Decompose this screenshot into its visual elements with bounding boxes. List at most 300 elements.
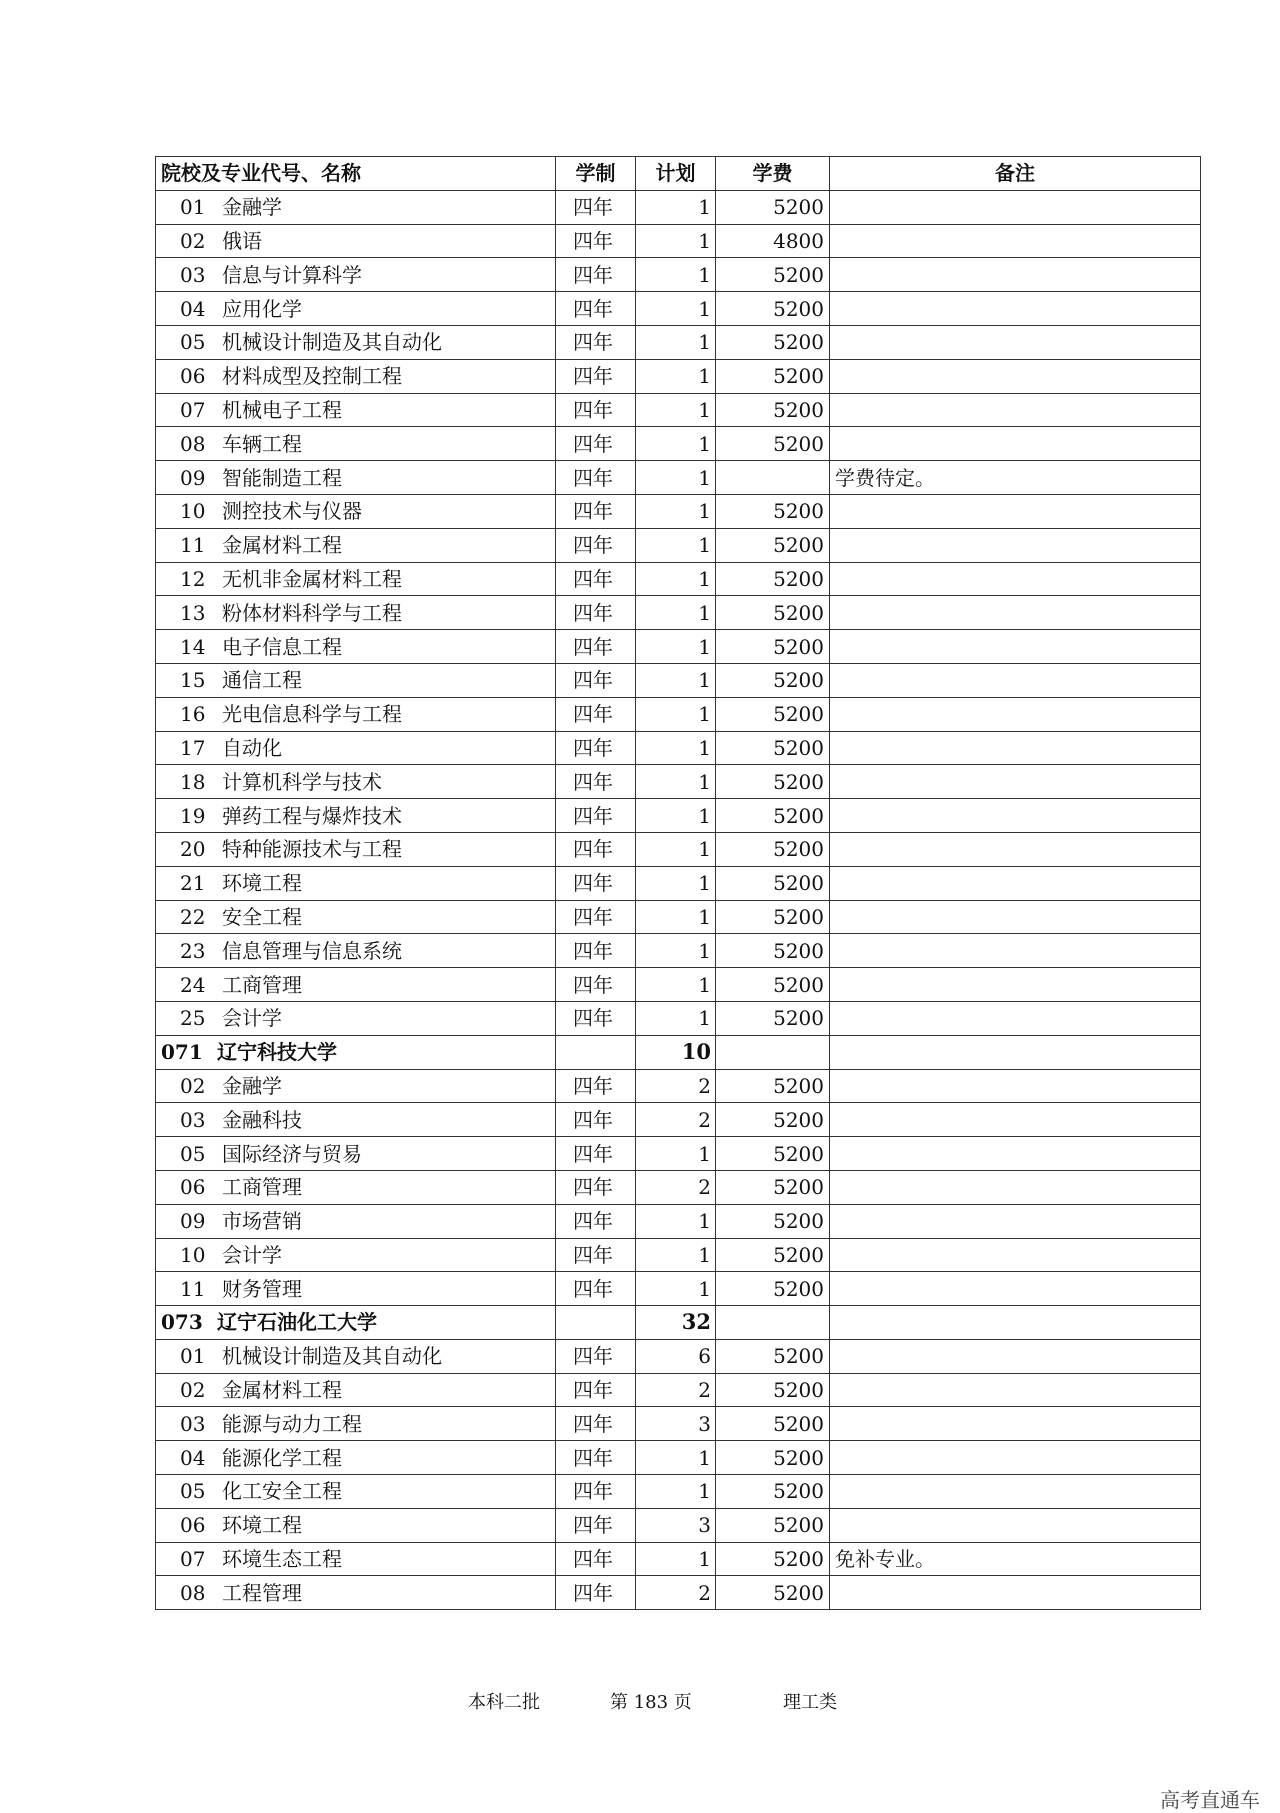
name-cell	[156, 1238, 556, 1272]
major-name: 粉体材料科学与工程	[222, 600, 402, 625]
major-name: 能源与动力工程	[222, 1411, 362, 1436]
plan-cell: 1	[636, 190, 716, 224]
note-cell	[830, 1475, 1201, 1509]
major-name: 材料成型及控制工程	[222, 364, 402, 389]
major-code: 23	[180, 938, 206, 963]
plan-cell: 1	[636, 968, 716, 1002]
fee-cell	[716, 461, 830, 495]
note-cell	[830, 731, 1201, 765]
plan-cell: 1	[636, 630, 716, 664]
name-cell	[156, 359, 556, 393]
plan-cell: 2	[636, 1170, 716, 1204]
note-cell	[830, 968, 1201, 1002]
plan-cell: 1	[636, 900, 716, 934]
name-cell	[156, 934, 556, 968]
major-code: 04	[180, 1445, 206, 1470]
note-cell	[830, 1137, 1201, 1171]
school-name: 辽宁科技大学	[217, 1040, 337, 1065]
years-cell: 四年	[556, 1508, 636, 1542]
footer-batch: 本科二批	[468, 1692, 540, 1713]
years-cell: 四年	[556, 1001, 636, 1035]
major-code: 10	[180, 499, 206, 524]
fee-cell: 5200	[716, 1272, 830, 1306]
fee-cell: 5200	[716, 1001, 830, 1035]
major-code: 05	[180, 330, 206, 355]
plan-cell: 2	[636, 1103, 716, 1137]
note-cell	[830, 1373, 1201, 1407]
name-cell	[156, 1035, 556, 1069]
major-name: 会计学	[222, 1242, 282, 1267]
plan-cell: 1	[636, 1204, 716, 1238]
years-cell: 四年	[556, 325, 636, 359]
major-name: 机械设计制造及其自动化	[222, 330, 442, 355]
fee-cell: 5200	[716, 934, 830, 968]
note-cell	[830, 663, 1201, 697]
fee-cell: 5200	[716, 968, 830, 1002]
major-name: 特种能源技术与工程	[222, 837, 402, 862]
name-cell	[156, 1001, 556, 1035]
name-cell	[156, 765, 556, 799]
fee-cell: 5200	[716, 866, 830, 900]
years-cell: 四年	[556, 1204, 636, 1238]
fee-cell: 5200	[716, 393, 830, 427]
major-code: 12	[180, 566, 206, 591]
plan-cell: 1	[636, 325, 716, 359]
note-cell	[830, 393, 1201, 427]
note-cell	[830, 562, 1201, 596]
fee-cell: 5200	[716, 359, 830, 393]
major-row	[156, 1576, 1201, 1610]
major-name: 金融科技	[222, 1107, 302, 1132]
major-row	[156, 1475, 1201, 1509]
plan-cell: 1	[636, 1137, 716, 1171]
note-cell	[830, 1576, 1201, 1610]
major-code: 18	[180, 769, 206, 794]
plan-cell: 1	[636, 866, 716, 900]
major-row	[156, 461, 1201, 495]
note-cell	[830, 359, 1201, 393]
major-name: 机械电子工程	[222, 397, 342, 422]
plan-cell: 10	[636, 1035, 716, 1069]
note-cell	[830, 224, 1201, 258]
fee-cell: 5200	[716, 494, 830, 528]
fee-cell: 5200	[716, 1238, 830, 1272]
major-name: 金属材料工程	[222, 1378, 342, 1403]
header-plan: 计划	[636, 157, 716, 191]
fee-cell: 5200	[716, 1137, 830, 1171]
major-code: 16	[180, 702, 206, 727]
fee-cell: 5200	[716, 832, 830, 866]
major-row	[156, 190, 1201, 224]
major-name: 工程管理	[222, 1580, 302, 1605]
major-code: 25	[180, 1006, 206, 1031]
major-name: 俄语	[222, 228, 262, 253]
major-code: 03	[180, 1411, 206, 1436]
plan-cell: 1	[636, 832, 716, 866]
years-cell: 四年	[556, 461, 636, 495]
major-code: 03	[180, 262, 206, 287]
name-cell	[156, 461, 556, 495]
major-name: 电子信息工程	[222, 634, 342, 659]
note-cell: 免补专业。	[830, 1542, 1201, 1576]
name-cell	[156, 731, 556, 765]
plan-cell: 1	[636, 494, 716, 528]
fee-cell: 5200	[716, 1204, 830, 1238]
major-row	[156, 1001, 1201, 1035]
name-cell	[156, 393, 556, 427]
note-cell	[830, 1204, 1201, 1238]
name-cell	[156, 1069, 556, 1103]
major-name: 信息管理与信息系统	[222, 938, 402, 963]
school-row	[156, 1035, 1201, 1069]
fee-cell: 5200	[716, 1170, 830, 1204]
fee-cell: 5200	[716, 258, 830, 292]
plan-cell: 3	[636, 1508, 716, 1542]
major-row	[156, 731, 1201, 765]
major-row	[156, 528, 1201, 562]
plan-cell: 2	[636, 1373, 716, 1407]
footer-page-number: 第 183 页	[610, 1692, 692, 1713]
name-cell	[156, 1542, 556, 1576]
major-row	[156, 1137, 1201, 1171]
years-cell: 四年	[556, 224, 636, 258]
major-code: 19	[180, 803, 206, 828]
fee-cell: 5200	[716, 731, 830, 765]
school-row	[156, 1306, 1201, 1340]
name-cell	[156, 900, 556, 934]
major-code: 03	[180, 1107, 206, 1132]
fee-cell: 5200	[716, 1407, 830, 1441]
years-cell: 四年	[556, 1238, 636, 1272]
major-name: 测控技术与仪器	[222, 499, 362, 524]
name-cell	[156, 427, 556, 461]
school-name: 辽宁石油化工大学	[217, 1310, 377, 1335]
major-code: 10	[180, 1242, 206, 1267]
years-cell: 四年	[556, 1103, 636, 1137]
major-name: 通信工程	[222, 668, 302, 693]
name-cell	[156, 1475, 556, 1509]
name-cell	[156, 292, 556, 326]
years-cell: 四年	[556, 1542, 636, 1576]
major-code: 01	[180, 1344, 206, 1369]
name-cell	[156, 799, 556, 833]
years-cell: 四年	[556, 1137, 636, 1171]
note-cell	[830, 1238, 1201, 1272]
note-cell	[830, 866, 1201, 900]
major-row	[156, 900, 1201, 934]
major-name: 环境工程	[222, 871, 302, 896]
major-row	[156, 325, 1201, 359]
note-cell	[830, 596, 1201, 630]
major-code: 13	[180, 600, 206, 625]
years-cell: 四年	[556, 562, 636, 596]
plan-cell: 1	[636, 258, 716, 292]
note-cell	[830, 1508, 1201, 1542]
name-cell	[156, 630, 556, 664]
major-code: 08	[180, 431, 206, 456]
name-cell	[156, 1103, 556, 1137]
major-row	[156, 968, 1201, 1002]
fee-cell: 5200	[716, 765, 830, 799]
fee-cell: 5200	[716, 1475, 830, 1509]
major-name: 信息与计算科学	[222, 262, 362, 287]
plan-cell: 1	[636, 292, 716, 326]
footer-category: 理工类	[783, 1692, 837, 1713]
major-code: 15	[180, 668, 206, 693]
major-row	[156, 1170, 1201, 1204]
major-row	[156, 292, 1201, 326]
fee-cell: 5200	[716, 325, 830, 359]
name-cell	[156, 866, 556, 900]
plan-cell: 1	[636, 461, 716, 495]
major-name: 机械设计制造及其自动化	[222, 1344, 442, 1369]
note-cell	[830, 494, 1201, 528]
years-cell: 四年	[556, 292, 636, 326]
plan-cell: 1	[636, 224, 716, 258]
major-row	[156, 562, 1201, 596]
major-code: 05	[180, 1141, 206, 1166]
plan-cell: 1	[636, 1441, 716, 1475]
years-cell: 四年	[556, 968, 636, 1002]
name-cell	[156, 224, 556, 258]
years-cell: 四年	[556, 1069, 636, 1103]
major-code: 24	[180, 972, 206, 997]
plan-cell: 1	[636, 562, 716, 596]
years-cell: 四年	[556, 1373, 636, 1407]
header-years: 学制	[556, 157, 636, 191]
plan-cell: 1	[636, 359, 716, 393]
plan-cell: 1	[636, 1238, 716, 1272]
watermark: 高考直通车	[1160, 1788, 1260, 1812]
table-header-row	[156, 157, 1201, 191]
major-code: 07	[180, 397, 206, 422]
years-cell: 四年	[556, 258, 636, 292]
note-cell	[830, 258, 1201, 292]
note-cell	[830, 765, 1201, 799]
major-code: 07	[180, 1547, 206, 1572]
major-row	[156, 1339, 1201, 1373]
note-cell	[830, 1272, 1201, 1306]
major-code: 22	[180, 904, 206, 929]
years-cell: 四年	[556, 596, 636, 630]
name-cell	[156, 1306, 556, 1340]
major-code: 04	[180, 296, 206, 321]
years-cell: 四年	[556, 190, 636, 224]
fee-cell: 5200	[716, 292, 830, 326]
plan-cell: 1	[636, 934, 716, 968]
plan-cell: 1	[636, 528, 716, 562]
years-cell: 四年	[556, 1170, 636, 1204]
major-name: 车辆工程	[222, 431, 302, 456]
note-cell	[830, 292, 1201, 326]
major-code: 06	[180, 364, 206, 389]
note-cell	[830, 190, 1201, 224]
major-code: 17	[180, 735, 206, 760]
plan-cell: 1	[636, 799, 716, 833]
major-row	[156, 1508, 1201, 1542]
major-name: 财务管理	[222, 1276, 302, 1301]
fee-cell: 5200	[716, 697, 830, 731]
note-cell	[830, 427, 1201, 461]
table-body	[156, 190, 1201, 1609]
major-code: 11	[180, 533, 206, 558]
note-cell	[830, 1001, 1201, 1035]
note-cell	[830, 1306, 1201, 1340]
plan-cell: 1	[636, 1542, 716, 1576]
fee-cell: 5200	[716, 1069, 830, 1103]
major-row	[156, 427, 1201, 461]
plan-cell: 1	[636, 596, 716, 630]
fee-cell: 5200	[716, 799, 830, 833]
fee-cell: 5200	[716, 1576, 830, 1610]
major-row	[156, 494, 1201, 528]
name-cell	[156, 1407, 556, 1441]
years-cell: 四年	[556, 393, 636, 427]
fee-cell	[716, 1035, 830, 1069]
note-cell	[830, 1441, 1201, 1475]
major-name: 化工安全工程	[222, 1479, 342, 1504]
major-code: 02	[180, 228, 206, 253]
name-cell	[156, 697, 556, 731]
major-row	[156, 1238, 1201, 1272]
plan-cell: 1	[636, 663, 716, 697]
years-cell: 四年	[556, 1441, 636, 1475]
major-code: 05	[180, 1479, 206, 1504]
major-row	[156, 359, 1201, 393]
major-name: 环境工程	[222, 1513, 302, 1538]
years-cell: 四年	[556, 765, 636, 799]
major-name: 弹药工程与爆炸技术	[222, 803, 402, 828]
major-row	[156, 1373, 1201, 1407]
school-code: 073	[161, 1310, 203, 1335]
name-cell	[156, 1170, 556, 1204]
major-code: 21	[180, 871, 206, 896]
major-row	[156, 1272, 1201, 1306]
fee-cell: 5200	[716, 630, 830, 664]
note-cell	[830, 325, 1201, 359]
major-name: 无机非金属材料工程	[222, 566, 402, 591]
major-name: 光电信息科学与工程	[222, 702, 402, 727]
years-cell: 四年	[556, 900, 636, 934]
note-cell: 学费待定。	[830, 461, 1201, 495]
major-code: 06	[180, 1175, 206, 1200]
note-cell	[830, 697, 1201, 731]
admissions-table	[155, 156, 1201, 1610]
major-code: 02	[180, 1073, 206, 1098]
fee-cell: 5200	[716, 562, 830, 596]
name-cell	[156, 1576, 556, 1610]
plan-cell: 1	[636, 393, 716, 427]
note-cell	[830, 1069, 1201, 1103]
years-cell: 四年	[556, 934, 636, 968]
name-cell	[156, 1508, 556, 1542]
fee-cell: 5200	[716, 596, 830, 630]
major-code: 01	[180, 195, 206, 220]
note-cell	[830, 1170, 1201, 1204]
name-cell	[156, 1204, 556, 1238]
years-cell	[556, 1306, 636, 1340]
major-row	[156, 1069, 1201, 1103]
major-code: 09	[180, 465, 206, 490]
major-name: 工商管理	[222, 972, 302, 997]
years-cell	[556, 1035, 636, 1069]
major-row	[156, 1441, 1201, 1475]
plan-cell: 1	[636, 697, 716, 731]
note-cell	[830, 630, 1201, 664]
major-row	[156, 1204, 1201, 1238]
major-name: 金属材料工程	[222, 533, 342, 558]
name-cell	[156, 968, 556, 1002]
plan-cell: 1	[636, 427, 716, 461]
major-row	[156, 393, 1201, 427]
fee-cell: 5200	[716, 528, 830, 562]
years-cell: 四年	[556, 427, 636, 461]
years-cell: 四年	[556, 799, 636, 833]
name-cell	[156, 258, 556, 292]
name-cell	[156, 528, 556, 562]
note-cell	[830, 1339, 1201, 1373]
major-row	[156, 630, 1201, 664]
name-cell	[156, 562, 556, 596]
major-row	[156, 224, 1201, 258]
major-name: 金融学	[222, 195, 282, 220]
fee-cell: 5200	[716, 427, 830, 461]
major-name: 市场营销	[222, 1209, 302, 1234]
note-cell	[830, 1407, 1201, 1441]
plan-cell: 2	[636, 1576, 716, 1610]
major-name: 工商管理	[222, 1175, 302, 1200]
fee-cell	[716, 1306, 830, 1340]
note-cell	[830, 1035, 1201, 1069]
major-code: 20	[180, 837, 206, 862]
major-row	[156, 934, 1201, 968]
years-cell: 四年	[556, 832, 636, 866]
years-cell: 四年	[556, 697, 636, 731]
major-row	[156, 1407, 1201, 1441]
note-cell	[830, 832, 1201, 866]
major-code: 08	[180, 1580, 206, 1605]
major-name: 会计学	[222, 1006, 282, 1031]
years-cell: 四年	[556, 1407, 636, 1441]
years-cell: 四年	[556, 630, 636, 664]
plan-cell: 1	[636, 765, 716, 799]
name-cell	[156, 1272, 556, 1306]
note-cell	[830, 934, 1201, 968]
header-name: 院校及专业代号、名称	[156, 157, 556, 191]
years-cell: 四年	[556, 359, 636, 393]
years-cell: 四年	[556, 1339, 636, 1373]
fee-cell: 5200	[716, 1441, 830, 1475]
major-row	[156, 1542, 1201, 1576]
major-row	[156, 799, 1201, 833]
name-cell	[156, 1339, 556, 1373]
major-row	[156, 866, 1201, 900]
fee-cell: 5200	[716, 1373, 830, 1407]
name-cell	[156, 325, 556, 359]
plan-cell: 32	[636, 1306, 716, 1340]
major-code: 11	[180, 1276, 206, 1301]
plan-cell: 1	[636, 1272, 716, 1306]
note-cell	[830, 900, 1201, 934]
name-cell	[156, 1441, 556, 1475]
name-cell	[156, 832, 556, 866]
plan-cell: 1	[636, 1475, 716, 1509]
major-name: 环境生态工程	[222, 1547, 342, 1572]
plan-cell: 6	[636, 1339, 716, 1373]
major-name: 计算机科学与技术	[222, 769, 382, 794]
years-cell: 四年	[556, 663, 636, 697]
years-cell: 四年	[556, 866, 636, 900]
